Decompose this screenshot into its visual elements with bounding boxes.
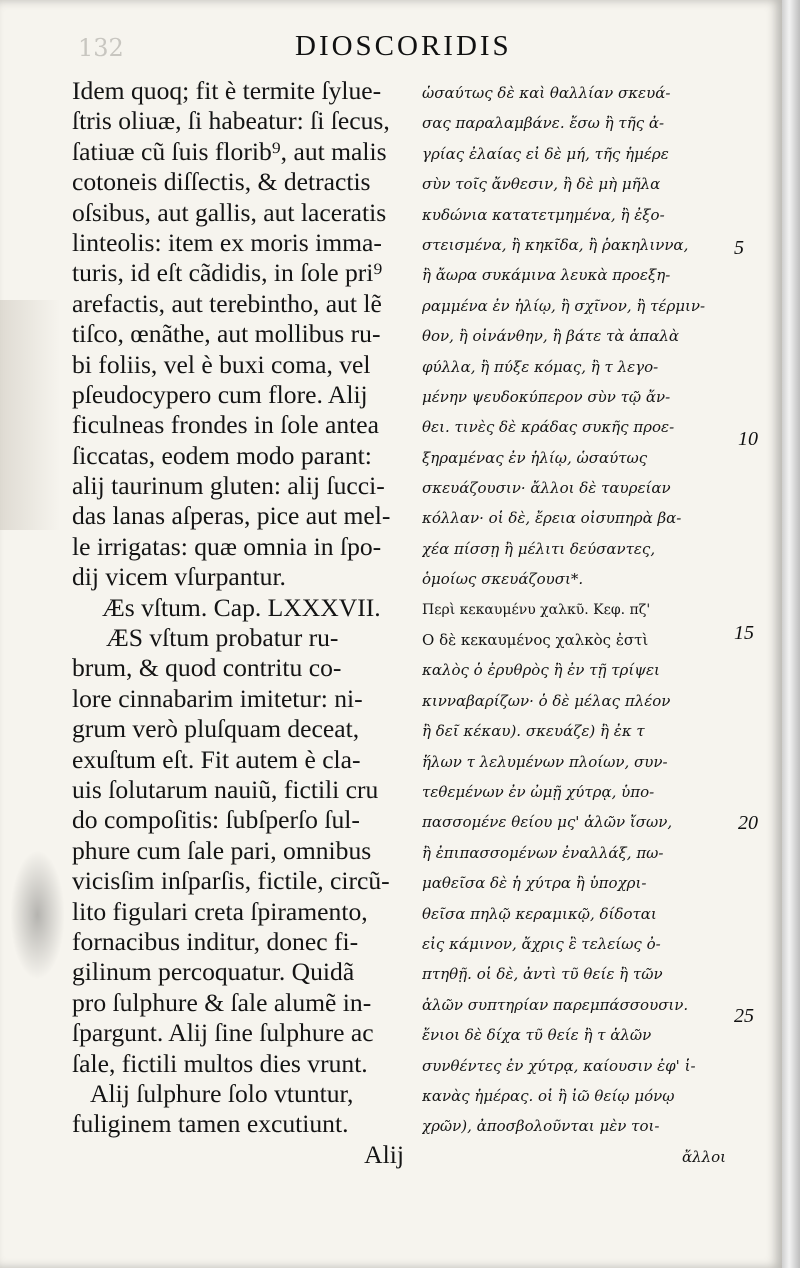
greek-text-line: κυδώνια κατατετμημένα, ἢ ἐξο- bbox=[422, 205, 665, 224]
greek-text-line: ἔνιοι δὲ δίχα τῦ θείε ἢ τ ἁλῶν bbox=[422, 1026, 652, 1045]
greek-text-line: στεισμένα, ἢ κηκῖδα, ἢ ῥακηλιννα, bbox=[422, 235, 689, 254]
greek-text-line: συνθέντες ἐν χύτρᾳ, καίουσιν ἐφ' ἱ- bbox=[422, 1056, 696, 1075]
latin-text-line: ſpargunt. Alij ſine ſulphure ac bbox=[72, 1018, 374, 1048]
greek-text-line: μαθεῖσα δὲ ἡ χύτρα ἢ ὑποχρι- bbox=[422, 874, 647, 893]
line-number-25: 25 bbox=[734, 1005, 754, 1027]
greek-text-line: κόλλαν· οἱ δὲ, ἔρεια οἰσυπηρὰ βα- bbox=[422, 509, 682, 528]
greek-text-line: θει. τινὲς δὲ κράδας συκῆς προε- bbox=[422, 418, 675, 437]
line-number-5: 5 bbox=[734, 237, 744, 259]
latin-text-line: alij taurinum gluten: alij ſucci- bbox=[72, 471, 385, 501]
greek-text-line: καλὸς ὁ ἐρυθρὸς ἢ ἐν τῇ τρίψει bbox=[422, 661, 660, 680]
greek-text-line: ἢ ἐπιπασσομένων ἐναλλάξ, πω- bbox=[422, 843, 664, 862]
latin-text-line: ÆS vſtum probatur ru- bbox=[106, 623, 339, 653]
greek-text-line: ἥλων τ λελυμένων πλοίων, συν- bbox=[422, 752, 668, 771]
latin-text-line: lito figulari creta ſpiramento, bbox=[72, 896, 368, 926]
ink-smudge bbox=[10, 850, 65, 980]
latin-text-line: ſiccatas, eodem modo parant: bbox=[72, 440, 372, 470]
latin-text-line: Æs vſtum. Cap. LXXXVII. bbox=[102, 592, 381, 622]
latin-text-line: fornacibus inditur, donec fi- bbox=[72, 926, 359, 956]
latin-text-line: Alij bbox=[364, 1139, 404, 1169]
greek-text-line: ἄλλοι bbox=[681, 1147, 726, 1166]
bleed-through-page-number: 132 bbox=[78, 34, 124, 62]
greek-text-line: πτηθῇ. οἱ δὲ, ἀντὶ τῦ θείε ἢ τῶν bbox=[422, 965, 663, 984]
greek-text-line: ραμμένα ἐν ἡλίῳ, ἢ σχῖνον, ἢ τέρμιν- bbox=[422, 296, 706, 315]
greek-column bbox=[422, 78, 732, 1172]
latin-text-line: linteolis: item ex moris imma- bbox=[72, 227, 382, 257]
greek-text-line: σας παραλαμβάνε. ἔσω ἢ τῆς ἀ- bbox=[422, 114, 665, 133]
latin-text-line: pro ſulphure & ſale alumẽ in- bbox=[72, 987, 372, 1017]
latin-text-line: uis ſolutarum nauiũ, fictili cru bbox=[72, 774, 379, 804]
latin-text-line: gilinum percoquatur. Quidã bbox=[72, 957, 355, 987]
paper-tear-mark bbox=[0, 300, 60, 530]
greek-text-line: γρίας ἐλαίας εἰ δὲ μή, τῆς ἡμέρε bbox=[422, 144, 669, 163]
line-number-20: 20 bbox=[738, 812, 758, 834]
latin-text-line: arefactis, aut terebintho, aut lẽ bbox=[72, 288, 382, 318]
latin-text-line: vicisſim inſparſis, fictile, circũ- bbox=[72, 866, 390, 896]
latin-text-line: das lanas aſperas, pice aut mel- bbox=[72, 501, 391, 531]
latin-text-line: ſale, fictili multos dies vrunt. bbox=[72, 1048, 368, 1078]
latin-text-line: pſeudocypero cum flore. Alij bbox=[72, 379, 368, 409]
latin-text-line: brum, & quod contritu co- bbox=[72, 653, 342, 683]
latin-column bbox=[72, 76, 408, 1170]
greek-text-line: κανὰς ἡμέρας. οἱ ἢ ἰῶ θείῳ μόνῳ bbox=[422, 1086, 675, 1105]
greek-text-line: πασσομένε θείου μς' ἁλῶν ἴσων, bbox=[422, 813, 673, 832]
greek-text-line: ἢ ἄωρα συκάμινα λευκὰ προεξη- bbox=[422, 266, 671, 285]
page-edge bbox=[782, 0, 800, 1268]
greek-text-line: εἰς κάμινον, ἄχρις ἒ τελείως ὀ- bbox=[422, 934, 661, 953]
latin-text-line: dij vicem vſurpantur. bbox=[72, 562, 286, 592]
line-number-15: 15 bbox=[734, 622, 754, 644]
greek-text-line: Περὶ κεκαυμένυ χαλκῦ. Κεφ. πζ' bbox=[422, 601, 651, 618]
latin-text-line: phure cum ſale pari, omnibus bbox=[72, 835, 372, 865]
greek-text-line: ὡσαύτως δὲ καὶ θαλλίαν σκευά- bbox=[422, 84, 671, 102]
greek-text-line: ξηραμένας ἐν ἡλίῳ, ὡσαύτως bbox=[422, 448, 648, 467]
latin-text-line: ſatiuæ cũ ſuis florib⁹, aut malis bbox=[72, 136, 387, 166]
greek-text-line: κινναβαρίζων· ὁ δὲ μέλας πλέον bbox=[422, 691, 671, 710]
running-head: DIOSCORIDIS bbox=[295, 30, 512, 62]
latin-text-line: Idem quoq; fit è termite ſylue- bbox=[72, 76, 382, 105]
greek-text-line: ὁμοίως σκευάζουσι*. bbox=[422, 570, 584, 589]
latin-text-line: ſtris oliuæ, ſi habeatur: ſi ſecus, bbox=[72, 106, 390, 136]
greek-text-line: Ο δὲ κεκαυμένος χαλκὸς ἐστὶ bbox=[422, 631, 649, 650]
latin-text-line: bi foliis, vel è buxi coma, vel bbox=[72, 349, 371, 379]
latin-text-line: cotoneis diſſectis, & detractis bbox=[72, 167, 371, 197]
greek-text-line: ἁλῶν συπτηρίαν παρεμπάσσουσιν. bbox=[422, 995, 689, 1014]
latin-text-line: turis, id eſt cãdidis, in ſole pri⁹ bbox=[72, 258, 383, 288]
greek-text-line: τεθεμένων ἐν ὠμῇ χύτρᾳ, ὑπο- bbox=[422, 782, 655, 801]
latin-text-line: fuliginem tamen excutiunt. bbox=[72, 1109, 349, 1139]
latin-text-line: exuſtum eſt. Fit autem è cla- bbox=[72, 744, 361, 774]
greek-text-line: χρῶν), ἀποσβολοῦνται μὲν τοι- bbox=[422, 1117, 660, 1136]
latin-text-line: ficulneas frondes in ſole antea bbox=[72, 410, 380, 440]
greek-text-line: θον, ἢ οἰνάνθην, ἢ βάτε τὰ ἁπαλὰ bbox=[422, 327, 680, 346]
greek-text-line: σκευάζουσιν· ἄλλοι δὲ ταυρείαν bbox=[422, 479, 671, 498]
greek-text-line: μένην ψευδοκύπερον σὺν τῷ ἄν- bbox=[422, 387, 671, 406]
greek-text-line: χέα πίσσῃ ἢ μέλιτι δεύσαντες, bbox=[422, 539, 656, 558]
greek-text-line: ἢ δεῖ κέκαυ). σκευάζε) ἢ ἐκ τ bbox=[422, 722, 645, 741]
line-number-10: 10 bbox=[738, 428, 758, 450]
greek-text-line: σὺν τοῖς ἄνθεσιν, ἢ δὲ μὴ μῆλα bbox=[422, 175, 661, 194]
latin-text-line: grum verò pluſquam deceat, bbox=[72, 714, 360, 744]
latin-text-line: oſsibus, aut gallis, aut laceratis bbox=[72, 197, 387, 227]
latin-text-line: lore cinnabarim imitetur: ni- bbox=[72, 683, 363, 713]
greek-text-line: φύλλα, ἢ πύξε κόμας, ἢ τ λεγο- bbox=[422, 357, 659, 376]
latin-text-line: le irrigatas: quæ omnia in ſpo- bbox=[72, 531, 382, 561]
latin-text-line: do compoſitis: ſubſperſo ſul- bbox=[72, 805, 360, 835]
latin-text-line: Alij ſulphure ſolo vtuntur, bbox=[90, 1078, 354, 1108]
latin-text-line: tiſco, œnãthe, aut mollibus ru- bbox=[72, 319, 381, 349]
greek-text-line: θεῖσα πηλῷ κεραμικῷ, δίδοται bbox=[422, 904, 657, 923]
